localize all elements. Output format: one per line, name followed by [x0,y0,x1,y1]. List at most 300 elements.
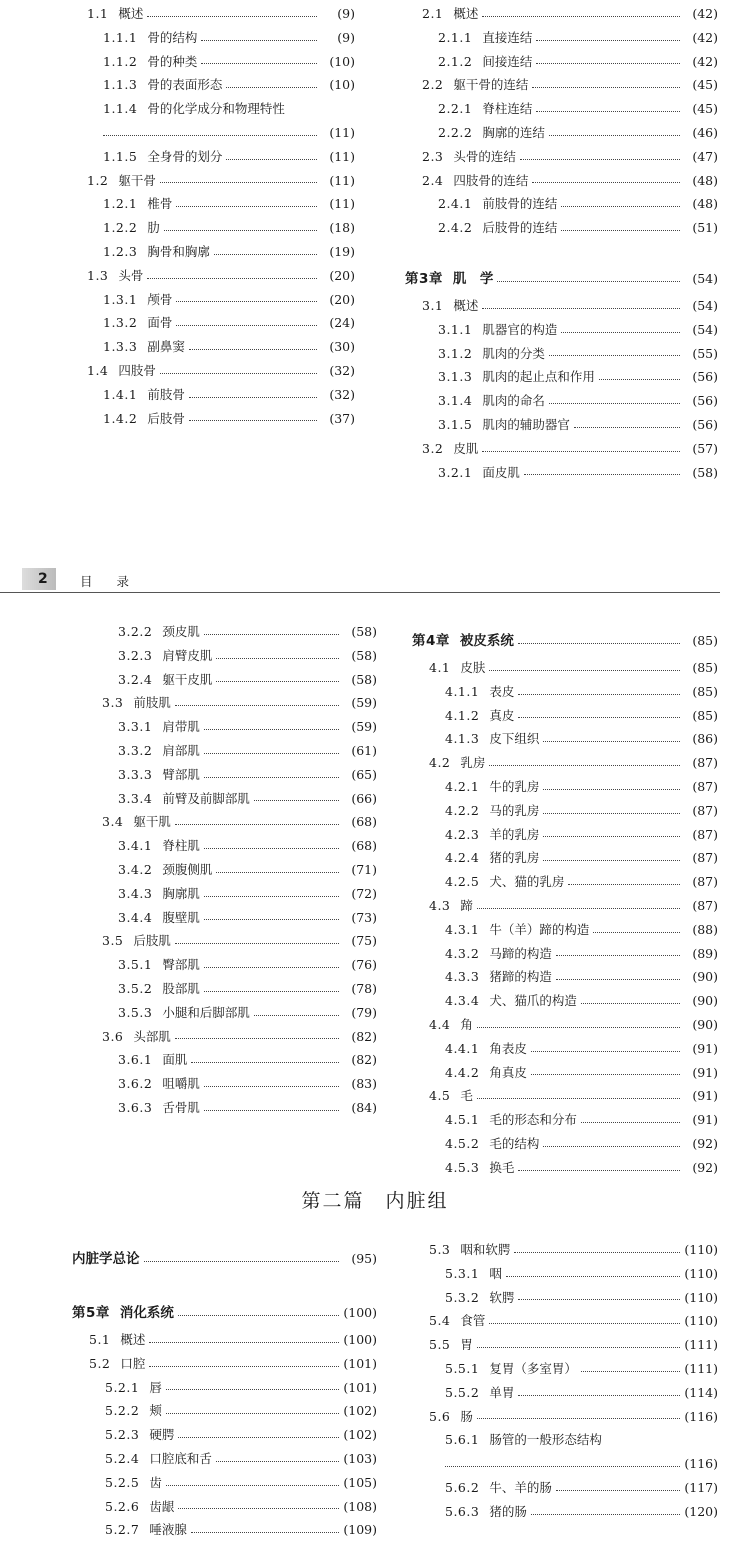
toc-entry-title: 肠管的一般形态结构 [489,1432,602,1448]
toc-entry-number: 3.5.2 [118,980,153,996]
toc-entry-number: 1.1 [87,6,109,21]
toc-entry-number: 4.2.3 [445,826,480,842]
toc-entry-page: (90) [692,1016,718,1032]
toc-entry [412,870,718,894]
toc-dot-leader [524,473,680,475]
toc-entry [70,121,355,145]
toc-spacer [405,240,718,258]
toc-dot-leader [518,642,680,644]
toc-entry-title: 皮肤 [460,660,486,675]
toc-entry-page: (73) [351,909,377,925]
toc-entry-number: 1.4 [87,362,109,378]
toc-dot-leader [543,859,680,861]
toc-entry-page: (42) [692,29,718,45]
toc-entry [412,680,718,704]
toc-entry-title: 单胃 [489,1384,515,1400]
toc-entry-title: 口腔底和舌 [149,1450,212,1466]
toc-entry [405,342,718,366]
toc-entry-title: 咀嚼肌 [162,1076,200,1092]
toc-entry [85,739,377,763]
toc-entry-title: 食管 [460,1313,486,1329]
toc-entry-page: (85) [692,660,718,675]
toc-dot-leader [543,788,680,790]
toc-entry-title: 前臂及前脚部肌 [162,790,250,806]
toc-dot-leader [561,229,680,231]
toc-entry-page: (76) [351,957,377,973]
toc-dot-leader [204,918,339,920]
toc-entry-number: 4.1 [429,660,451,675]
toc-entry-title: 消化系统 [119,1305,174,1321]
toc-entry-number: 3.4.3 [118,885,153,901]
toc-entry-page: (100) [343,1332,377,1347]
toc-entry-number: 3.4.4 [118,909,153,925]
toc-entry-page: (110) [684,1313,718,1329]
toc-entry-title: 口腔 [120,1355,146,1371]
toc-entry-number: 4.3.1 [445,921,480,937]
toc-entry-number: 1.1.3 [103,77,138,93]
toc-entry-number: 1.2.2 [103,220,138,236]
toc-dot-leader [103,134,317,136]
toc-entry-number: 3.1.2 [438,345,473,361]
toc-dot-leader [581,1121,680,1123]
toc-entry-title: 换毛 [489,1159,515,1175]
toc-entry [405,294,718,318]
toc-entry-page: (92) [692,1159,718,1175]
toc-dot-leader [561,331,680,333]
toc-entry-page: (57) [692,440,718,456]
toc-entry [412,1132,718,1156]
toc-entry [70,359,355,383]
toc-entry-title: 间接连结 [482,53,533,69]
toc-entry [70,311,355,335]
toc-entry-title: 臀部肌 [162,957,200,973]
toc-entry [85,882,377,906]
toc-entry-title: 犬、猫爪的构造 [489,993,577,1009]
toc-entry [412,1309,718,1333]
toc-entry-page: (58) [351,647,377,663]
toc-dot-leader [506,1275,680,1277]
toc-entry [412,1333,718,1357]
toc-dot-leader [549,134,680,136]
toc-entry-title: 脊柱连结 [482,101,533,117]
toc-entry [85,644,377,668]
toc-entry-title: 面肌 [162,1052,188,1068]
toc-dot-leader [532,181,680,183]
toc-entry-page: (109) [343,1522,377,1538]
toc-column-mid-left [85,620,377,1120]
toc-entry-number: 2.4 [422,172,444,188]
toc-entry [405,318,718,342]
toc-entry-number: 4.4.2 [445,1064,480,1080]
toc-entry-number: 4.1.2 [445,707,480,723]
toc-entry-page: (68) [351,838,377,854]
toc-dot-leader [189,396,317,398]
toc-entry-number: 3.2 [422,440,444,456]
toc-dot-leader [574,426,680,428]
toc-entry-title: 角真皮 [489,1064,527,1080]
toc-entry-number: 1.1.5 [103,148,138,164]
toc-entry-title: 概述 [120,1332,146,1347]
toc-dot-leader [147,277,317,279]
toc-entry [405,97,718,121]
toc-dot-leader [175,1037,339,1039]
toc-entry-title: 全身骨的划分 [147,148,223,164]
toc-dot-leader [531,1050,680,1052]
toc-entry [85,1001,377,1025]
toc-entry [412,1061,718,1085]
toc-entry-page: (42) [692,53,718,69]
toc-dot-leader [191,1061,339,1063]
toc-entry-title: 舌骨肌 [162,1099,200,1115]
toc-entry-page: (61) [351,742,377,758]
toc-entry-number: 5.4 [429,1313,451,1329]
toc-entry-number: 3.6.1 [118,1052,153,1068]
toc-dot-leader [536,110,680,112]
toc-entry [412,1381,718,1405]
toc-entry-number: 5.5.2 [445,1384,480,1400]
toc-entry-title: 咽 [489,1265,502,1281]
toc-dot-leader [556,1489,680,1491]
toc-entry-page: (9) [337,6,355,21]
toc-entry-number: 5.6 [429,1408,451,1424]
toc-entry-number: 5.2.1 [105,1379,140,1395]
toc-entry-page: (91) [692,1064,718,1080]
toc-entry-page: (87) [692,897,718,913]
toc-entry-page: (87) [692,802,718,818]
toc-entry [412,823,718,847]
toc-entry-page: (86) [692,731,718,747]
toc-entry-number: 3.1.4 [438,393,473,409]
toc-dot-leader [531,1073,680,1075]
toc-entry-page: (9) [337,29,355,45]
toc-dot-leader [166,1484,339,1486]
toc-entry-title: 前肢肌 [133,695,171,711]
toc-entry-title: 躯干皮肌 [162,671,213,687]
toc-entry-number: 3.4.2 [118,861,153,877]
toc-entry [72,1471,377,1495]
toc-entry [412,1013,718,1037]
toc-entry-page: (85) [692,683,718,699]
toc-entry-number: 1.2.3 [103,243,138,259]
toc-entry [412,894,718,918]
toc-dot-leader [581,1002,680,1004]
toc-entry [405,389,718,413]
toc-entry-number: 2.1.1 [438,29,473,45]
toc-entry [70,407,355,431]
toc-entry-title: 齿龈 [149,1498,175,1514]
toc-entry-number: 3.2.3 [118,647,153,663]
toc-dot-leader [518,1169,680,1171]
toc-entry-title: 四肢骨 [118,362,156,378]
toc-entry-number: 4.2 [429,755,451,771]
toc-entry-number: 4.1.1 [445,683,480,699]
toc-entry-page: (59) [351,719,377,735]
toc-entry-page: (58) [692,464,718,480]
toc-dot-leader [204,633,339,635]
toc-chapter-entry [72,1298,377,1328]
toc-entry [412,1357,718,1381]
toc-entry-page: (89) [692,945,718,961]
toc-dot-leader [254,799,339,801]
toc-entry-page: (68) [351,814,377,830]
toc-entry-title: 臂部肌 [162,766,200,782]
toc-entry-title: 骨的化学成分和物理特性 [147,101,285,117]
toc-entry [405,50,718,74]
toc-entry-page: (71) [351,861,377,877]
toc-entry-page: (92) [692,1135,718,1151]
toc-entry-title: 咽和软腭 [460,1242,511,1257]
toc-dot-leader [149,1365,339,1367]
toc-dot-leader [201,39,317,41]
toc-entry-page: (75) [351,933,377,949]
toc-entry-title: 小腿和后脚部肌 [162,1004,250,1020]
toc-entry-number: 3.1.3 [438,369,473,385]
toc-dot-leader [226,158,317,160]
toc-entry-title: 齿 [149,1474,162,1490]
toc-entry-title: 胸骨和胸廓 [147,243,210,259]
toc-entry [412,1428,718,1452]
toc-entry-title: 肌 学 [452,270,494,287]
toc-dot-leader [164,229,317,231]
toc-entry-page: (91) [692,1112,718,1128]
toc-entry-number: 3.3 [102,695,124,711]
toc-entry [412,775,718,799]
toc-dot-leader [178,1507,339,1509]
toc-entry-number: 4.4.1 [445,1040,480,1056]
toc-entry-number: 2.2.2 [438,124,473,140]
toc-entry [412,1108,718,1132]
toc-entry-page: (19) [329,243,355,259]
toc-entry-title: 乳房 [460,755,486,771]
toc-entry-title: 头骨 [118,267,144,283]
toc-entry-number: 4.5.2 [445,1135,480,1151]
toc-entry-page: (114) [684,1384,718,1400]
toc-dot-leader [254,1014,339,1016]
toc-entry-title: 羊的乳房 [489,826,540,842]
toc-dot-leader [178,1314,339,1316]
toc-entry-number: 2.2.1 [438,101,473,117]
toc-entry-number: 4.2.2 [445,802,480,818]
toc-entry-number: 5.2 [89,1355,111,1371]
toc-dot-leader [204,776,339,778]
toc-dot-leader [482,15,680,17]
toc-entry-title: 马的乳房 [489,802,540,818]
toc-entry-page: (11) [329,124,355,140]
toc-entry-page: (110) [684,1265,718,1281]
toc-entry-number: 1.4.2 [103,410,138,426]
toc-entry [412,1286,718,1310]
toc-dot-leader [204,1085,339,1087]
toc-entry-number: 5.2.4 [105,1450,140,1466]
toc-entry-title: 硬腭 [149,1427,175,1443]
toc-entry-page: (56) [692,369,718,385]
toc-dot-leader [226,86,317,88]
toc-entry-number: 5.2.2 [105,1403,140,1419]
toc-entry-title: 软腭 [489,1289,515,1305]
toc-entry-title: 头部肌 [133,1028,171,1044]
toc-entry-number: 4.1.3 [445,731,480,747]
toc-entry-title: 胃 [460,1337,473,1353]
toc-entry [412,1500,718,1524]
toc-entry-title: 牛的乳房 [489,778,540,794]
toc-dot-leader [176,324,317,326]
toc-entry-page: (24) [329,315,355,331]
toc-dot-leader [147,15,317,17]
toc-entry [405,26,718,50]
toc-dot-leader [204,752,339,754]
toc-entry-page: (46) [692,124,718,140]
toc-entry [412,1405,718,1429]
toc-entry-title: 唾液腺 [149,1522,187,1538]
toc-entry-title: 概述 [453,6,479,21]
toc-entry-page: (48) [692,172,718,188]
toc-entry [405,2,718,26]
toc-entry-page: (110) [684,1242,718,1257]
toc-entry [412,704,718,728]
toc-dot-leader [178,1436,339,1438]
toc-entry [72,1352,377,1376]
toc-entry [85,1048,377,1072]
toc-entry [412,1238,718,1262]
toc-entry [85,906,377,930]
toc-entry-number: 2.3 [422,148,444,164]
toc-entry-title: 直接连结 [482,29,533,45]
toc-entry-title: 腹壁肌 [162,909,200,925]
toc-entry-page: (88) [692,921,718,937]
toc-entry-number: 4.5 [429,1088,451,1104]
toc-entry [412,918,718,942]
toc-entry-page: (116) [684,1456,718,1472]
toc-entry-number: 3.5 [102,933,124,949]
toc-entry-title: 肋 [147,220,160,236]
toc-entry [85,787,377,811]
toc-entry-title: 脊柱肌 [162,838,200,854]
toc-column-top-left [70,2,355,430]
toc-entry-number: 4.5.3 [445,1159,480,1175]
toc-entry-title: 颊 [149,1403,162,1419]
toc-entry [412,846,718,870]
toc-dot-leader [489,1322,680,1324]
toc-dot-leader [518,1298,680,1300]
toc-entry-page: (110) [684,1289,718,1305]
toc-entry-number: 5.2.6 [105,1498,140,1514]
header-title: 目 录 [80,574,139,589]
toc-dot-leader [191,1531,339,1533]
toc-entry-number: 1.1.1 [103,29,138,45]
toc-dot-leader [482,450,680,452]
toc-entry-title: 胸廓肌 [162,885,200,901]
toc-entry-number: 4.3.2 [445,945,480,961]
toc-dot-leader [489,669,680,671]
toc-entry-page: (100) [343,1305,377,1320]
toc-entry-title: 肌肉的命名 [482,393,545,409]
toc-entry-number: 4.2.1 [445,778,480,794]
toc-entry-page: (79) [351,1004,377,1020]
toc-entry-number: 4.3 [429,897,451,913]
toc-dot-leader [536,39,680,41]
toc-entry [412,1037,718,1061]
toc-dot-leader [201,62,317,64]
toc-entry-page: (54) [692,321,718,337]
toc-entry [72,1518,377,1542]
toc-dot-leader [175,704,339,706]
toc-entry-page: (11) [329,172,355,188]
toc-entry-number: 5.6.1 [445,1432,480,1448]
toc-entry-page: (90) [692,969,718,985]
toc-entry-page: (85) [692,707,718,723]
toc-dot-leader [204,728,339,730]
toc-entry-number: 5.2.3 [105,1427,140,1443]
toc-dot-leader [204,966,339,968]
toc-entry [405,437,718,461]
toc-entry-page: (18) [329,220,355,236]
toc-entry [412,989,718,1013]
toc-entry-page: (20) [329,267,355,283]
toc-dot-leader [556,954,680,956]
toc-entry [412,1476,718,1500]
toc-entry [412,942,718,966]
toc-entry-title: 猪的乳房 [489,850,540,866]
toc-dot-leader [214,253,317,255]
toc-dot-leader [477,1026,680,1028]
toc-entry-title: 后肢骨 [147,410,185,426]
toc-entry-number: 5.3.2 [445,1289,480,1305]
toc-entry [405,192,718,216]
toc-entry [85,977,377,1001]
toc-entry [412,1084,718,1108]
toc-entry-title: 肌器官的构造 [482,321,558,337]
toc-entry-title: 毛 [460,1088,473,1104]
toc-entry-number: 3.2.1 [438,464,473,480]
toc-dot-leader [556,978,680,980]
toc-entry-title: 前肢骨的连结 [482,196,558,212]
toc-entry-number: 3.2.2 [118,624,153,639]
toc-column-top-right [405,2,718,484]
toc-dot-leader [166,1412,339,1414]
toc-entry-page: (72) [351,885,377,901]
toc-entry-title: 躯干骨的连结 [453,77,529,93]
toc-entry-title: 面皮肌 [482,464,520,480]
toc-entry-page: (120) [684,1503,718,1519]
toc-entry-page: (87) [692,874,718,890]
toc-entry [85,929,377,953]
toc-entry-page: (47) [692,148,718,164]
toc-dot-leader [518,716,680,718]
toc-entry [412,727,718,751]
toc-entry [70,383,355,407]
toc-dot-leader [518,1394,680,1396]
toc-entry-page: (65) [351,766,377,782]
toc-entry-title: 胸廓的连结 [482,124,545,140]
toc-dot-leader [543,740,680,742]
toc-entry-page: (85) [692,633,718,648]
toc-dot-leader [568,883,680,885]
toc-entry-page: (91) [692,1088,718,1104]
toc-entry [70,335,355,359]
toc-entry-page: (95) [351,1251,377,1266]
toc-dot-leader [216,871,339,873]
toc-entry-page: (105) [343,1474,377,1490]
toc-entry-title: 椎骨 [147,196,173,212]
toc-entry-title: 后肢骨的连结 [482,220,558,236]
toc-entry-page: (102) [343,1403,377,1419]
toc-entry-page: (56) [692,416,718,432]
toc-entry-number: 2.4.1 [438,196,473,212]
toc-entry-number: 第5章 [72,1305,110,1321]
part-heading: 第二篇 内脏组 [301,1190,449,1212]
toc-entry-page: (32) [329,362,355,378]
toc-dot-leader [144,1260,340,1262]
